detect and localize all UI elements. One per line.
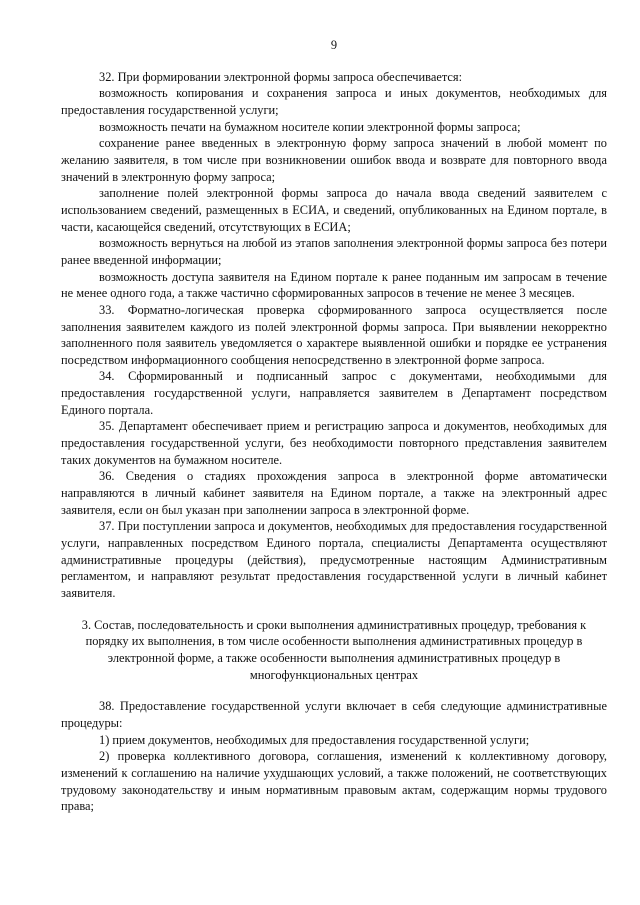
paragraph-32-item-access: возможность доступа заявителя на Едином портале к ранее поданным им запросам в течение не менее одного года, а также частично сформированных запросов в течение не менее 3 месяцев. xyxy=(61,269,607,301)
paragraph-33: 33. Форматно-логическая проверка сформированного запроса осуществляется после заполнения заявителем каждого из полей электронной формы запроса. При выявлении некорректно заполненного поля заявитель уведомляется о характере выявленной ошибки и порядке ее устранения посредством информационного сообщения непосредственно в электронной форме запроса. xyxy=(61,302,607,367)
page-number: 9 xyxy=(330,38,338,52)
paragraph-38-item-2: 2) проверка коллективного договора, соглашения, изменений к коллективному договору, изменений к соглашению на наличие ухудшающих условий, а также положений, не соответствующих трудовому законодательству и иным нормативным правовым актам, содержащим нормы трудового права; xyxy=(61,749,607,814)
paragraph-32-item-print: возможность печати на бумажном носителе копии электронной формы запроса; xyxy=(99,119,521,134)
paragraph-32-intro: 32. При формировании электронной формы запроса обеспечивается: xyxy=(99,69,463,84)
paragraph-32-item-prefill: заполнение полей электронной формы запроса до начала ввода сведений заявителем с использованием сведений, размещенных в ЕСИА, и сведений, опубликованных на Едином портале, в части, касающейся сведений, отсутствующих в ЕСИА; xyxy=(61,186,607,234)
section-title: 3. Состав, последовательность и сроки выполнения административных процедур, требования к порядку их выполнения, в том числе особенности выполнения административных процедур в электронной форме, а также особенности выполнения административных процедур в многофункциональных центрах xyxy=(81,617,587,682)
paragraph-32-item-save: сохранение ранее введенных в электронную форму запроса значений в любой момент по желанию заявителя, в том числе при возникновении ошибок ввода и возврате для повторного ввода значений в электронную форму запроса; xyxy=(61,136,607,184)
paragraph-32-item-return: возможность вернуться на любой из этапов заполнения электронной формы запроса без потери ранее введенной информации; xyxy=(61,236,607,267)
paragraph-34: 34. Сформированный и подписанный запрос с документами, необходимыми для предоставления государственной услуги, направляется заявителем в Департамент посредством Единого портала. xyxy=(61,369,607,417)
paragraph-36: 36. Сведения о стадиях прохождения запроса в электронной форме автоматически направляются в личный кабинет заявителя на Едином портале, а также на электронный адрес заявителя, если он был указан при заполнении запроса в электронной форме. xyxy=(61,469,607,517)
paragraph-32-item-copy: возможность копирования и сохранения запроса и иных документов, необходимых для предоставления государственной услуги; xyxy=(61,86,607,117)
paragraph-37: 37. При поступлении запроса и документов, необходимых для предоставления государственной услуги, направленных посредством Единого портала, специалисты Департамента осуществляют административные процедуры (действия), предусмотренные настоящим Административным регламентом, и направляют результат предоставления государственной услуги в личный кабинет заявителя. xyxy=(61,519,607,600)
paragraph-38-item-1: 1) прием документов, необходимых для предоставления государственной услуги; xyxy=(99,732,530,747)
paragraph-35: 35. Департамент обеспечивает прием и регистрацию запроса и документов, необходимых для предоставления государственной услуги, без необходимости повторного представления заявителем таких документов на бумажном носителе. xyxy=(61,419,607,467)
paragraph-38-intro: 38. Предоставление государственной услуги включает в себя следующие административные процедуры: xyxy=(61,699,607,730)
